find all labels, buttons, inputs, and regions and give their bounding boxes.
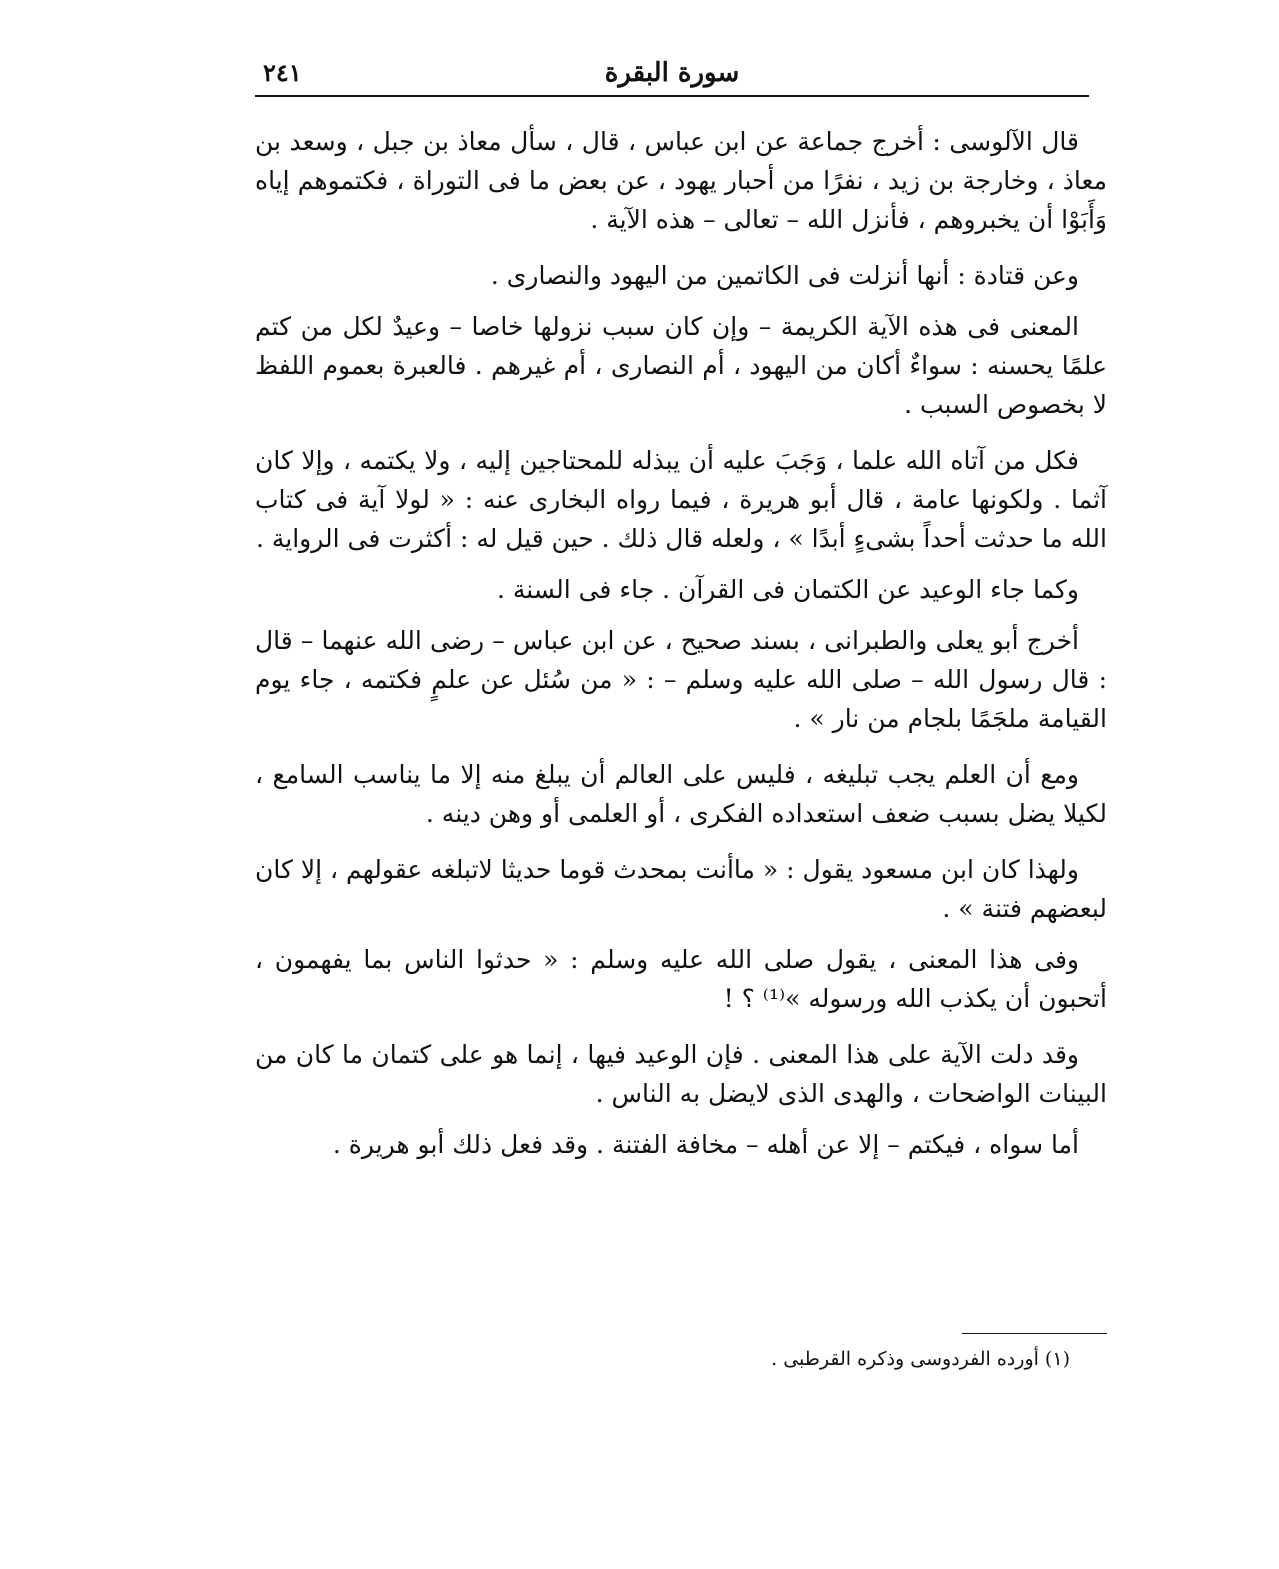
- paragraph: وعن قتادة : أنها أنزلت فى الكاتمين من اليهود والنصارى .: [490, 261, 1079, 290]
- paragraph: وكما جاء الوعيد عن الكتمان فى القرآن . جاء فى السنة .: [496, 575, 1079, 604]
- paragraph: فكل من آتاه الله علما ، وَجَبَ عليه أن يبذله للمحتاجين إليه ، ولا يكتمه ، وإلا كان آثما . ولكونها عامة ، قال أبو هريرة ، فيما رواه البخارى عنه : « لولا آية فى كتاب الله ما حدثت أحداً بشىءٍ أبدًا » ، ولعله قال ذلك . حين قيل له : أكثرت فى الرواية .: [255, 446, 1107, 553]
- paragraph: أخرج أبو يعلى والطبرانى ، بسند صحيح ، عن ابن عباس – رضى الله عنهما – قال : قال رسول الله – صلى الله عليه وسلم – : « من سُئل عن علمٍ فكتمه ، جاء يوم القيامة ملجَمًا بلجام من نار » .: [255, 626, 1107, 733]
- footnote: (١) أورده الفردوسى وذكره القرطبى .: [771, 1348, 1070, 1370]
- paragraph: ولهذا كان ابن مسعود يقول : « ماأنت بمحدث قوما حديثا لاتبلغه عقولهم ، إلا كان لبعضهم فتنة » .: [255, 855, 1107, 923]
- running-title: سورة البقرة: [604, 58, 740, 88]
- page-number: ٢٤١: [263, 58, 302, 87]
- paragraph: وقد دلت الآية على هذا المعنى . فإن الوعيد فيها ، إنما هو على كتمان ما كان من البينات الواضحات ، والهدى الذى لايضل به الناس .: [255, 1040, 1107, 1108]
- paragraph: وفى هذا المعنى ، يقول صلى الله عليه وسلم : « حدثوا الناس بما يفهمون ، أتحبون أن يكذب الله ورسوله »⁽¹⁾ ؟ !: [255, 945, 1107, 1013]
- paragraph: أما سواه ، فيكتم – إلا عن أهله – مخافة الفتنة . وقد فعل ذلك أبو هريرة .: [332, 1130, 1079, 1159]
- paragraph: المعنى فى هذه الآية الكريمة – وإن كان سبب نزولها خاصا – وعيدٌ لكل من كتم علمًا يحسنه : سواءٌ أكان من اليهود ، أم النصارى ، أم غيرهم . فالعبرة بعموم اللفظ لا بخصوص السبب .: [255, 312, 1107, 419]
- body-text: [255, 122, 1107, 1176]
- paragraph: ومع أن العلم يجب تبليغه ، فليس على العالم أن يبلغ منه إلا ما يناسب السامع ، لكيلا يضل بسبب ضعف استعداده الفكرى ، أو العلمى أو وهن دينه .: [255, 760, 1107, 828]
- page-header: [255, 52, 1089, 96]
- footnote-rule: [962, 1333, 1107, 1334]
- paragraph: قال الآلوسى : أخرج جماعة عن ابن عباس ، قال ، سأل معاذ بن جبل ، وسعد بن معاذ ، وخارجة بن زيد ، نفرًا من أحبار يهود ، عن بعض ما فى التوراة ، فكتموهم إياه وَأَبَوْا أن يخبروهم ، فأنزل الله – تعالى – هذه الآية .: [255, 127, 1107, 234]
- header-rule: [255, 95, 1089, 97]
